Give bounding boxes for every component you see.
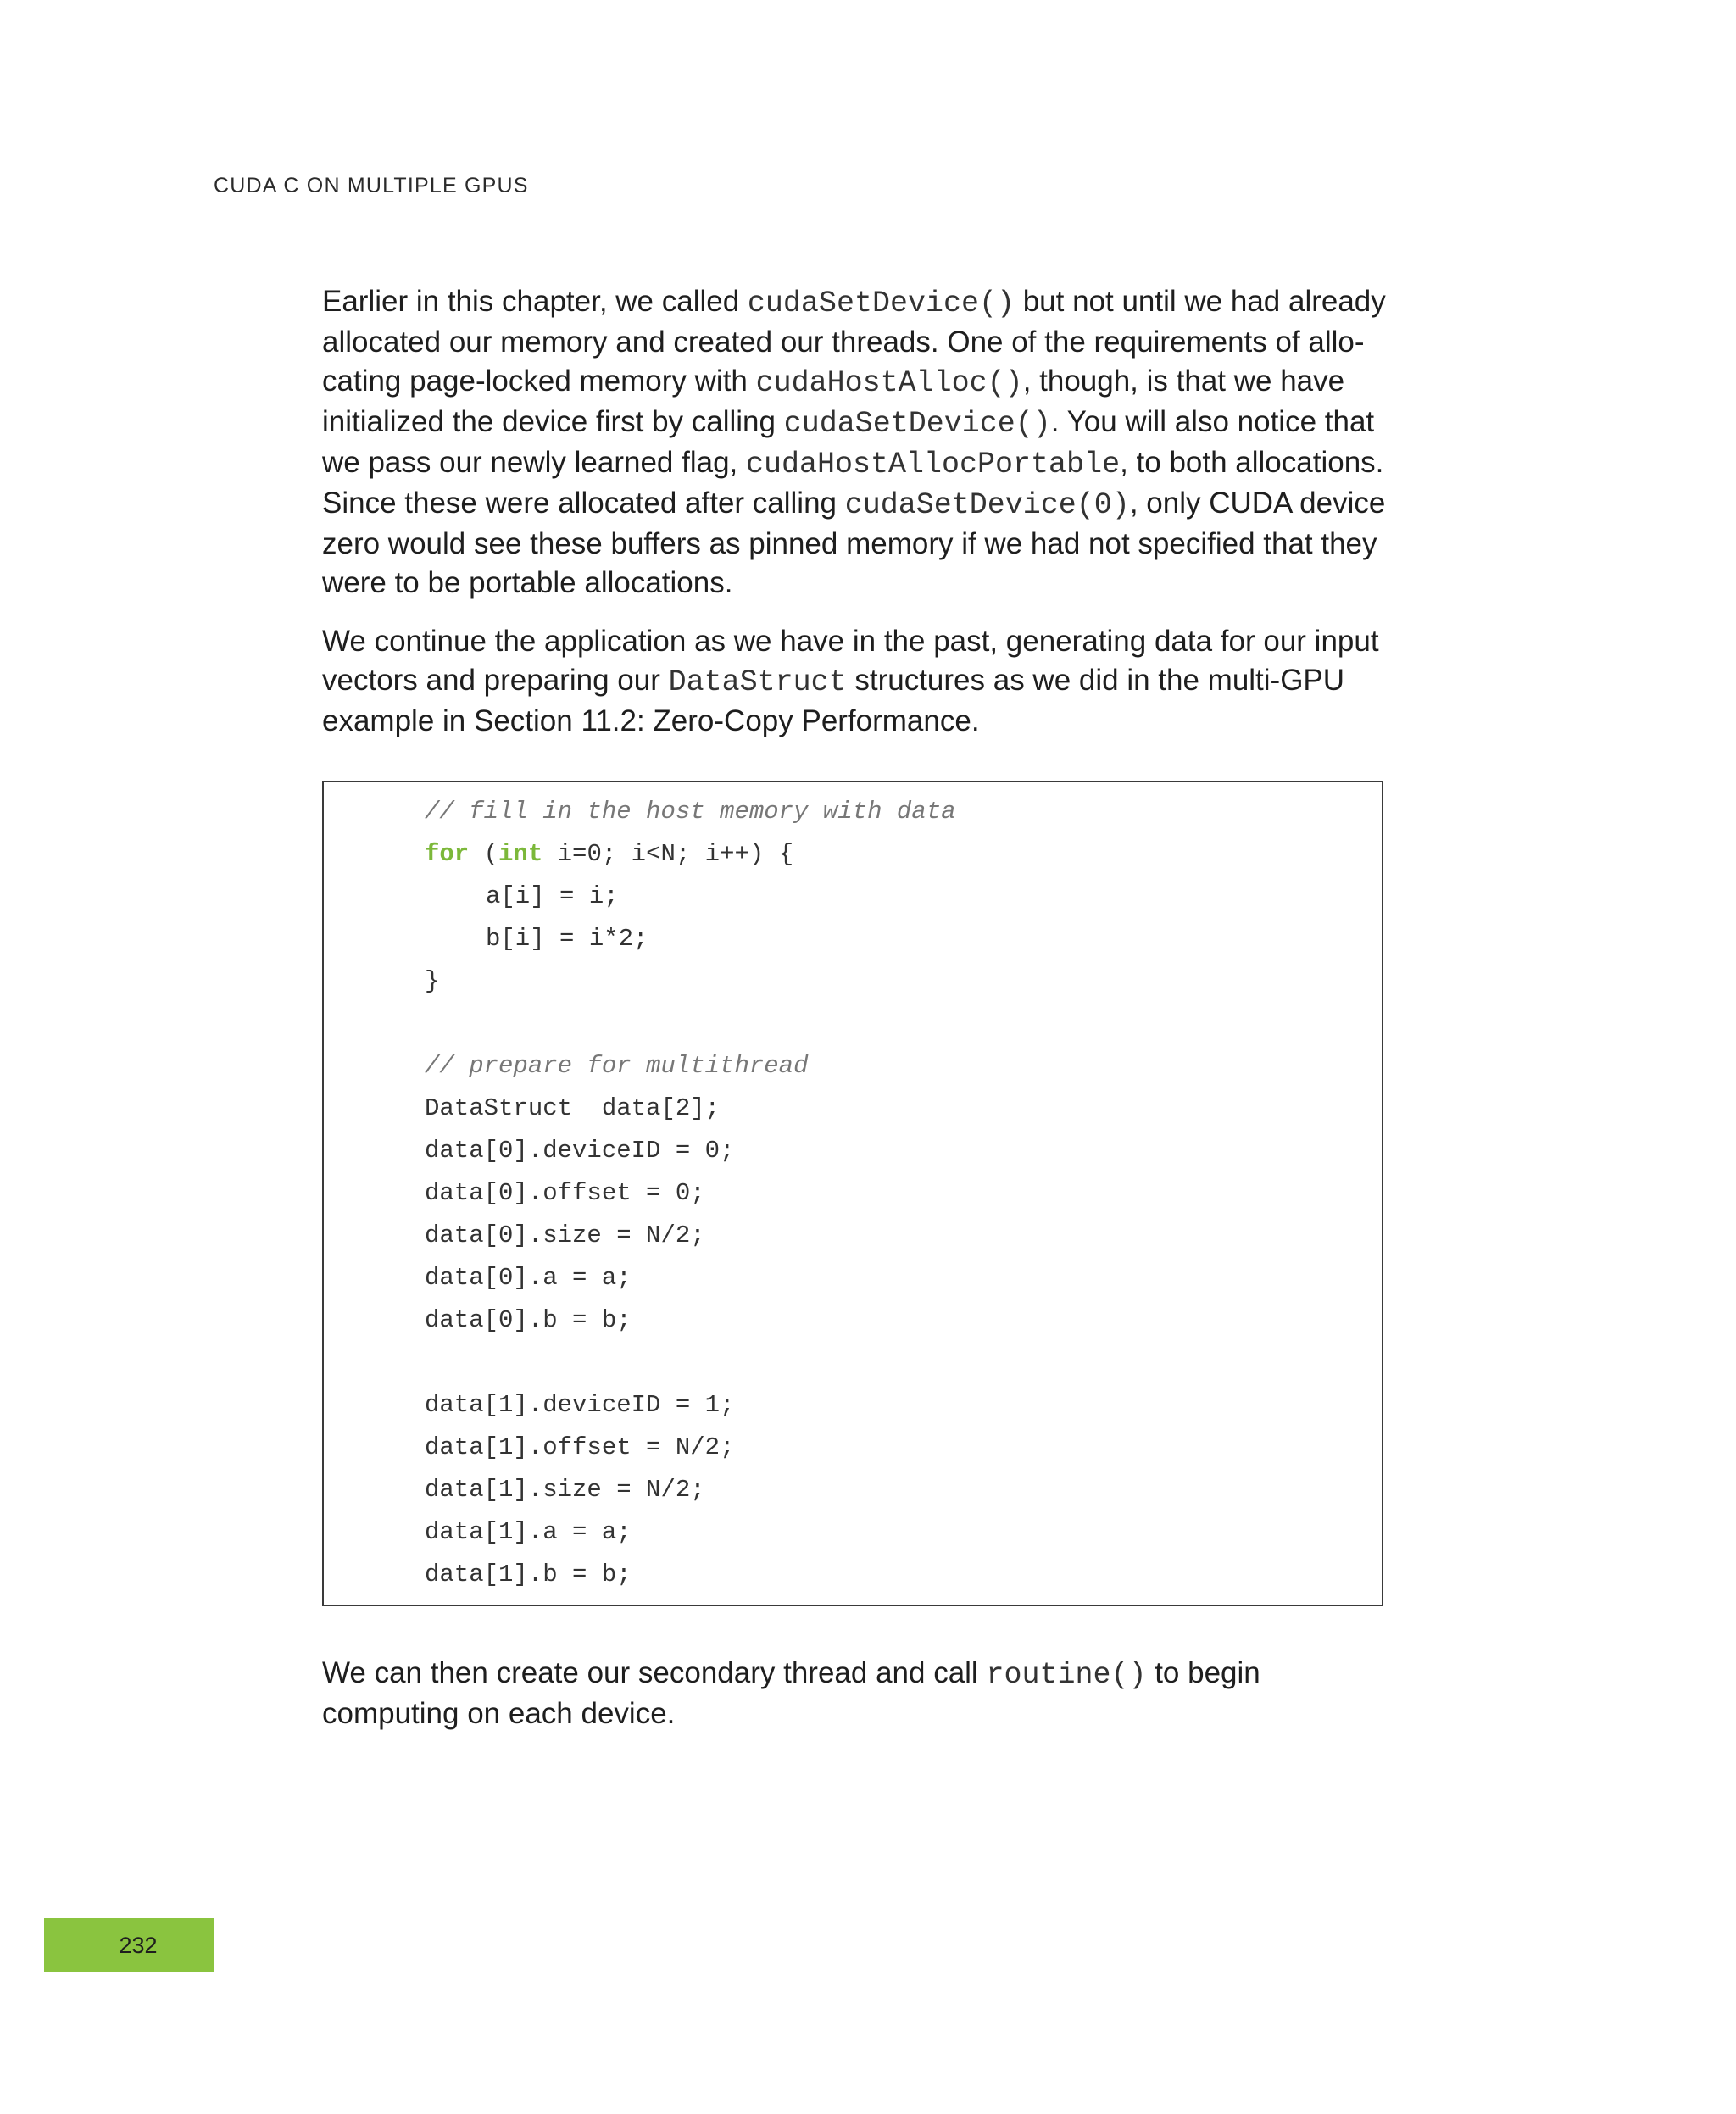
paragraph-text: Earlier in this chapter, we called <box>322 285 748 318</box>
code-line: data[0].b = b; <box>425 1306 632 1334</box>
code-text: ( <box>469 840 499 868</box>
inline-code: cudaHostAllocPortable <box>746 448 1121 481</box>
paragraph-text: , only CUDA device zero would see these buffers as pinned memory if we had not specified that they were to be portable allocations. <box>322 487 1386 599</box>
paragraph-text: We continue the application as we have in the past, generating data for our input vectors and preparing our <box>322 625 1379 697</box>
code-line-for <box>425 839 793 870</box>
code-line: data[0].offset = 0; <box>425 1179 705 1207</box>
body-paragraph-3 <box>322 1654 1390 1733</box>
paragraph-text: . You will also notice that we pass our newly learned flag, <box>322 405 1375 479</box>
page-number-tab <box>44 1918 214 1972</box>
code-line: b[i] = i*2; <box>486 925 648 953</box>
inline-code: routine() <box>986 1658 1147 1692</box>
code-line: data[1].deviceID = 1; <box>425 1391 735 1419</box>
paragraph-text: structures as we did in the multi-GPU example in Section 11.2: Zero-Copy Performance. <box>322 664 1345 737</box>
body-paragraph-2 <box>322 622 1390 741</box>
body-paragraph-1 <box>322 282 1390 603</box>
paragraph-text: , to both allocations. Since these were allocated after calling <box>322 446 1384 520</box>
running-header: CUDA C ON MULTIPLE GPUS <box>214 174 529 197</box>
code-text: i=0; i<N; i++) { <box>542 840 794 868</box>
code-keyword: int <box>498 840 543 868</box>
code-keyword: for <box>425 840 470 868</box>
page-number: 232 <box>119 1932 158 1958</box>
paragraph-text: , though, is that we have initialized the device first by calling <box>322 364 1345 438</box>
code-listing <box>322 781 1383 1606</box>
paragraph-text: but not until we had already allocated our memory and created our threads. One of the requirements of allo-cating page-locked memory with <box>322 285 1386 398</box>
code-line: data[0].deviceID = 0; <box>425 1137 735 1165</box>
code-line: data[0].a = a; <box>425 1264 632 1292</box>
inline-code: cudaSetDevice() <box>783 407 1051 441</box>
code-line: data[1].offset = N/2; <box>425 1433 735 1461</box>
paragraph-text: to begin computing on each device. <box>322 1656 1260 1730</box>
code-line: data[1].a = a; <box>425 1518 632 1546</box>
code-line: DataStruct data[2]; <box>425 1094 721 1122</box>
code-comment: // prepare for multithread <box>425 1052 809 1080</box>
inline-code: cudaSetDevice() <box>747 287 1015 320</box>
code-line: a[i] = i; <box>486 882 619 910</box>
code-line: data[0].size = N/2; <box>425 1221 705 1249</box>
code-line: } <box>425 967 440 995</box>
code-line: data[1].size = N/2; <box>425 1476 705 1504</box>
inline-code: DataStruct <box>668 665 847 699</box>
code-line: data[1].b = b; <box>425 1560 632 1588</box>
code-comment: // fill in the host memory with data <box>425 798 956 826</box>
inline-code: cudaSetDevice(0) <box>844 488 1130 522</box>
inline-code: cudaHostAlloc() <box>755 366 1023 400</box>
paragraph-text: We can then create our secondary thread and call <box>322 1656 987 1689</box>
